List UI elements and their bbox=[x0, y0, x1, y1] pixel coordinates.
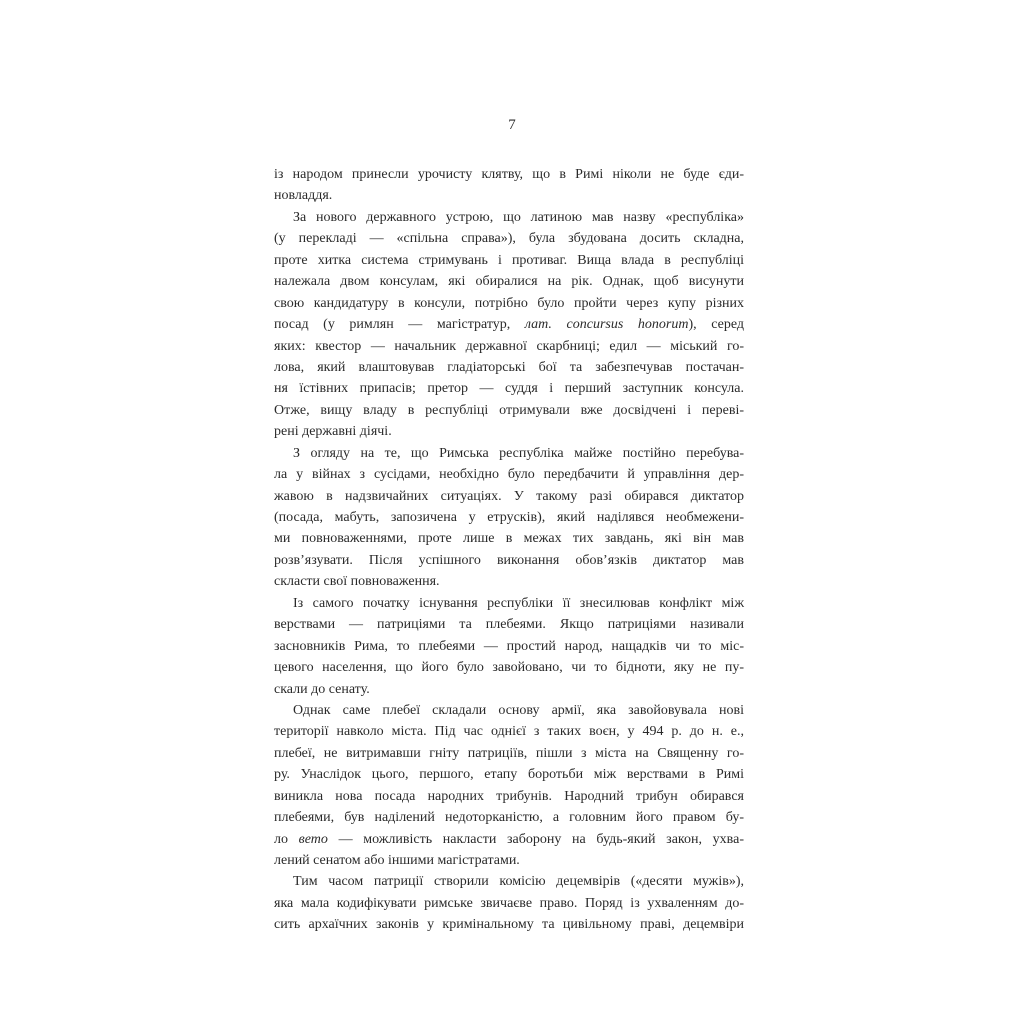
text-line: із народом принесли урочисту клятву, що в Римі ніколи не буде єди- bbox=[274, 167, 744, 182]
text-line: ми повноваженнями, проте лише в межах тих завдань, які він мав bbox=[274, 531, 744, 547]
text-line: (у перекладі — «спільна справа»), була збудована досить складна, bbox=[274, 231, 744, 247]
text-line: яка мала кодифікувати римське звичаєве право. Поряд із ухваленням до- bbox=[274, 895, 744, 911]
text-line: скали до сенату. bbox=[274, 681, 370, 697]
text-line: За нового державного устрою, що латиною мав назву «республіка» bbox=[293, 209, 744, 225]
text-line: новладдя. bbox=[274, 188, 333, 204]
body-text bbox=[274, 164, 744, 936]
text-line: проте хитка система стримувань і противаг. Вища влада в республіці bbox=[274, 252, 744, 268]
text-line: скласти свої повноваження. bbox=[274, 574, 440, 590]
text-line: З огляду на те, що Римська республіка майже постійно перебува- bbox=[293, 445, 744, 461]
italic-term: лат. bbox=[524, 317, 552, 333]
italic-term: concursus honorum bbox=[566, 317, 689, 333]
text-line: рені державні діячі. bbox=[274, 424, 392, 440]
page-number: 7 bbox=[508, 117, 516, 133]
text-line: (посада, мабуть, запозичена у етрусків), який наділявся необмежени- bbox=[274, 510, 744, 525]
text-line: ру. Унаслідок цього, першого, етапу боротьби між верствами в Римі bbox=[274, 767, 744, 783]
text-line: посад (у римлян — магістратур, лат. concursus honorum), серед bbox=[274, 317, 744, 333]
text-line: Тим часом патриції створили комісію децемвірів («десяти мужів»), bbox=[293, 874, 744, 890]
text-line: Із самого початку існування республіки її знесилював конфлікт між bbox=[293, 595, 744, 611]
text-line: лова, який влаштовував гладіаторські бої та забезпечував постачан- bbox=[274, 359, 744, 375]
text-line: засновників Рима, то плебеями — простий народ, нащадків чи то міс- bbox=[274, 638, 744, 654]
text-line: належала двом консулам, які обиралися на рік. Однак, щоб висунути bbox=[274, 274, 744, 290]
text-line: сить архаїчних законів у кримінальному та цивільному праві, децемвіри bbox=[274, 917, 744, 933]
text-line: ла у війнах з сусідами, необхідно було передбачити й управління дер- bbox=[274, 467, 744, 483]
text-line: цевого населення, що його було завойовано, чи то бідноти, яку не пу- bbox=[274, 660, 744, 676]
text-line: виникла нова посада народних трибунів. Народний трибун обирався bbox=[274, 788, 744, 804]
text-line: території навколо міста. Під час однієї з таких воєн, у 494 р. до н. е., bbox=[274, 724, 744, 740]
text-line: плебеями, був наділений недоторканістю, а головним його правом бу- bbox=[274, 810, 744, 826]
text-line: свою кандидатуру в консули, потрібно було пройти через купу різних bbox=[274, 295, 744, 311]
text-line: ло вето — можливість накласти заборону на будь-який закон, ухва- bbox=[274, 831, 744, 847]
text-line: плебеї, не витримавши гніту патриціїв, пішли з міста на Священну го- bbox=[274, 745, 744, 761]
text-line: верствами — патриціями та плебеями. Якщо патриціями називали bbox=[274, 617, 744, 633]
italic-term: вето bbox=[298, 831, 328, 847]
text-line: Отже, вищу владу в республіці отримували вже досвідчені і переві- bbox=[274, 402, 744, 418]
text-line: жавою в надзвичайних ситуаціях. У такому разі обирався диктатор bbox=[274, 488, 744, 504]
text-line: яких: квестор — начальник державної скарбниці; едил — міський го- bbox=[274, 338, 744, 354]
text-line: лений сенатом або іншими магістратами. bbox=[274, 853, 520, 868]
text-line: ня їстівних припасів; претор — суддя і перший заступник консула. bbox=[274, 381, 744, 397]
text-line: розв’язувати. Після успішного виконання обов’язків диктатор мав bbox=[274, 552, 744, 568]
text-line: Однак саме плебеї складали основу армії, яка завойовувала нові bbox=[293, 702, 744, 718]
